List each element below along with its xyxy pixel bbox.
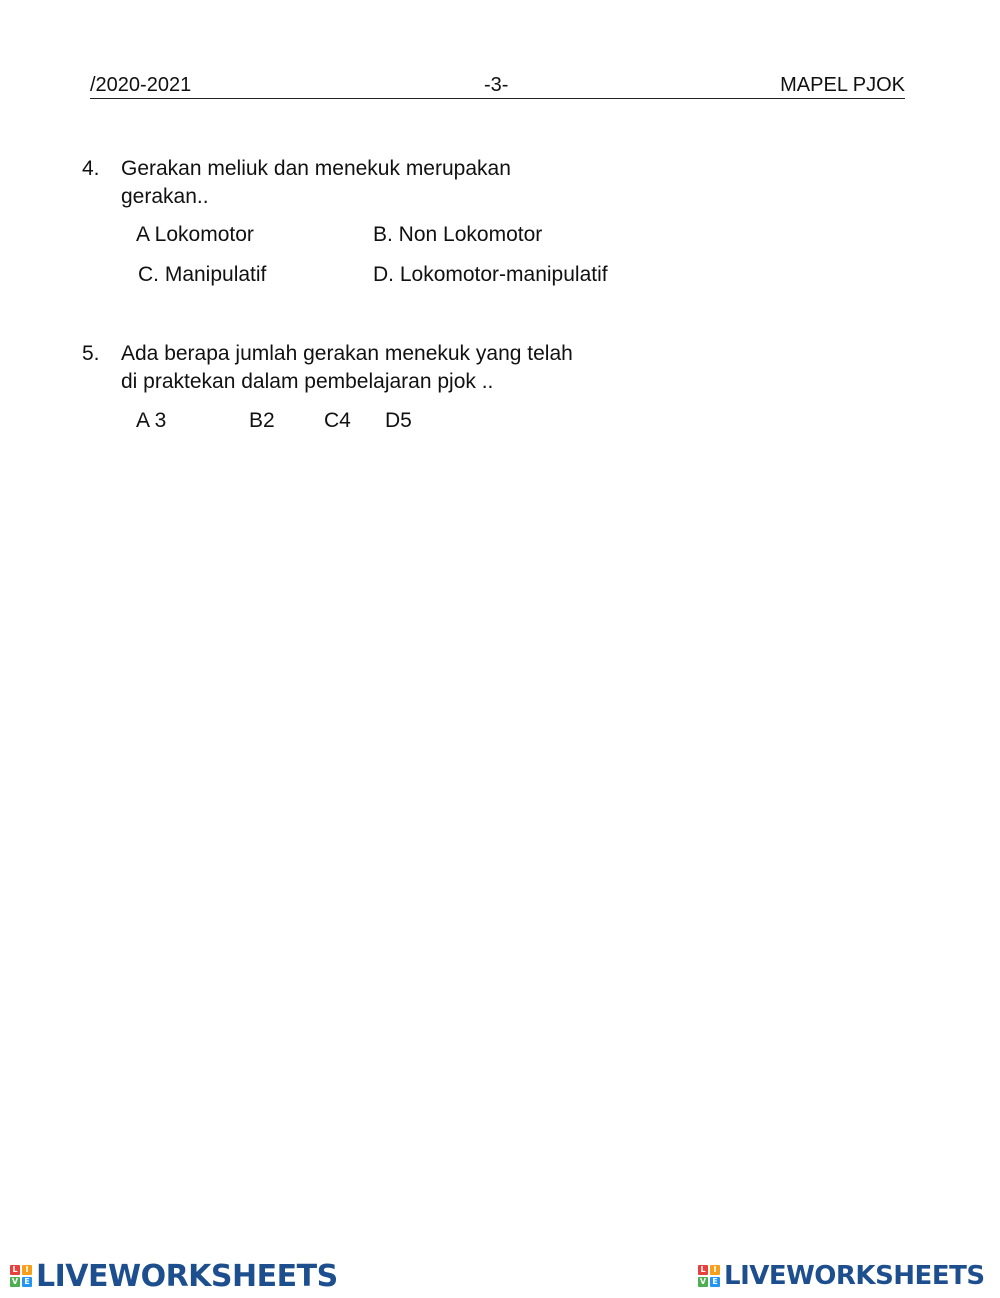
option-a[interactable]: A Lokomotor	[136, 223, 254, 246]
page-number: -3-	[484, 74, 509, 96]
school-year: /2020-2021	[90, 74, 192, 96]
question-number: 5.	[82, 342, 100, 365]
question-text-line2: di praktekan dalam pembelajaran pjok ..	[121, 370, 494, 393]
page-header	[90, 72, 905, 99]
question-text-line2: gerakan..	[121, 185, 209, 208]
liveworksheets-logo	[698, 1258, 985, 1294]
option-b[interactable]: B. Non Lokomotor	[373, 223, 543, 246]
logo-text: LIVEWORKSHEETS	[36, 1258, 338, 1294]
option-a[interactable]: A 3	[136, 409, 167, 432]
option-d[interactable]: D. Lokomotor-manipulatif	[373, 263, 608, 286]
option-c[interactable]: C. Manipulatif	[138, 263, 267, 286]
question-text-line1: Gerakan meliuk dan menekuk merupakan	[121, 157, 511, 180]
liveworksheets-logo-icon: L I V E	[698, 1265, 720, 1287]
logo-text: LIVEWORKSHEETS	[724, 1261, 985, 1291]
option-b[interactable]: B2	[249, 409, 275, 432]
liveworksheets-logo-icon: L I V E	[10, 1265, 32, 1287]
option-c[interactable]: C4	[324, 409, 351, 432]
option-d[interactable]: D5	[385, 409, 412, 432]
liveworksheets-logo	[10, 1258, 338, 1294]
subject-label: MAPEL PJOK	[780, 74, 905, 96]
question-number: 4.	[82, 157, 100, 180]
question-text-line1: Ada berapa jumlah gerakan menekuk yang telah	[121, 342, 573, 365]
